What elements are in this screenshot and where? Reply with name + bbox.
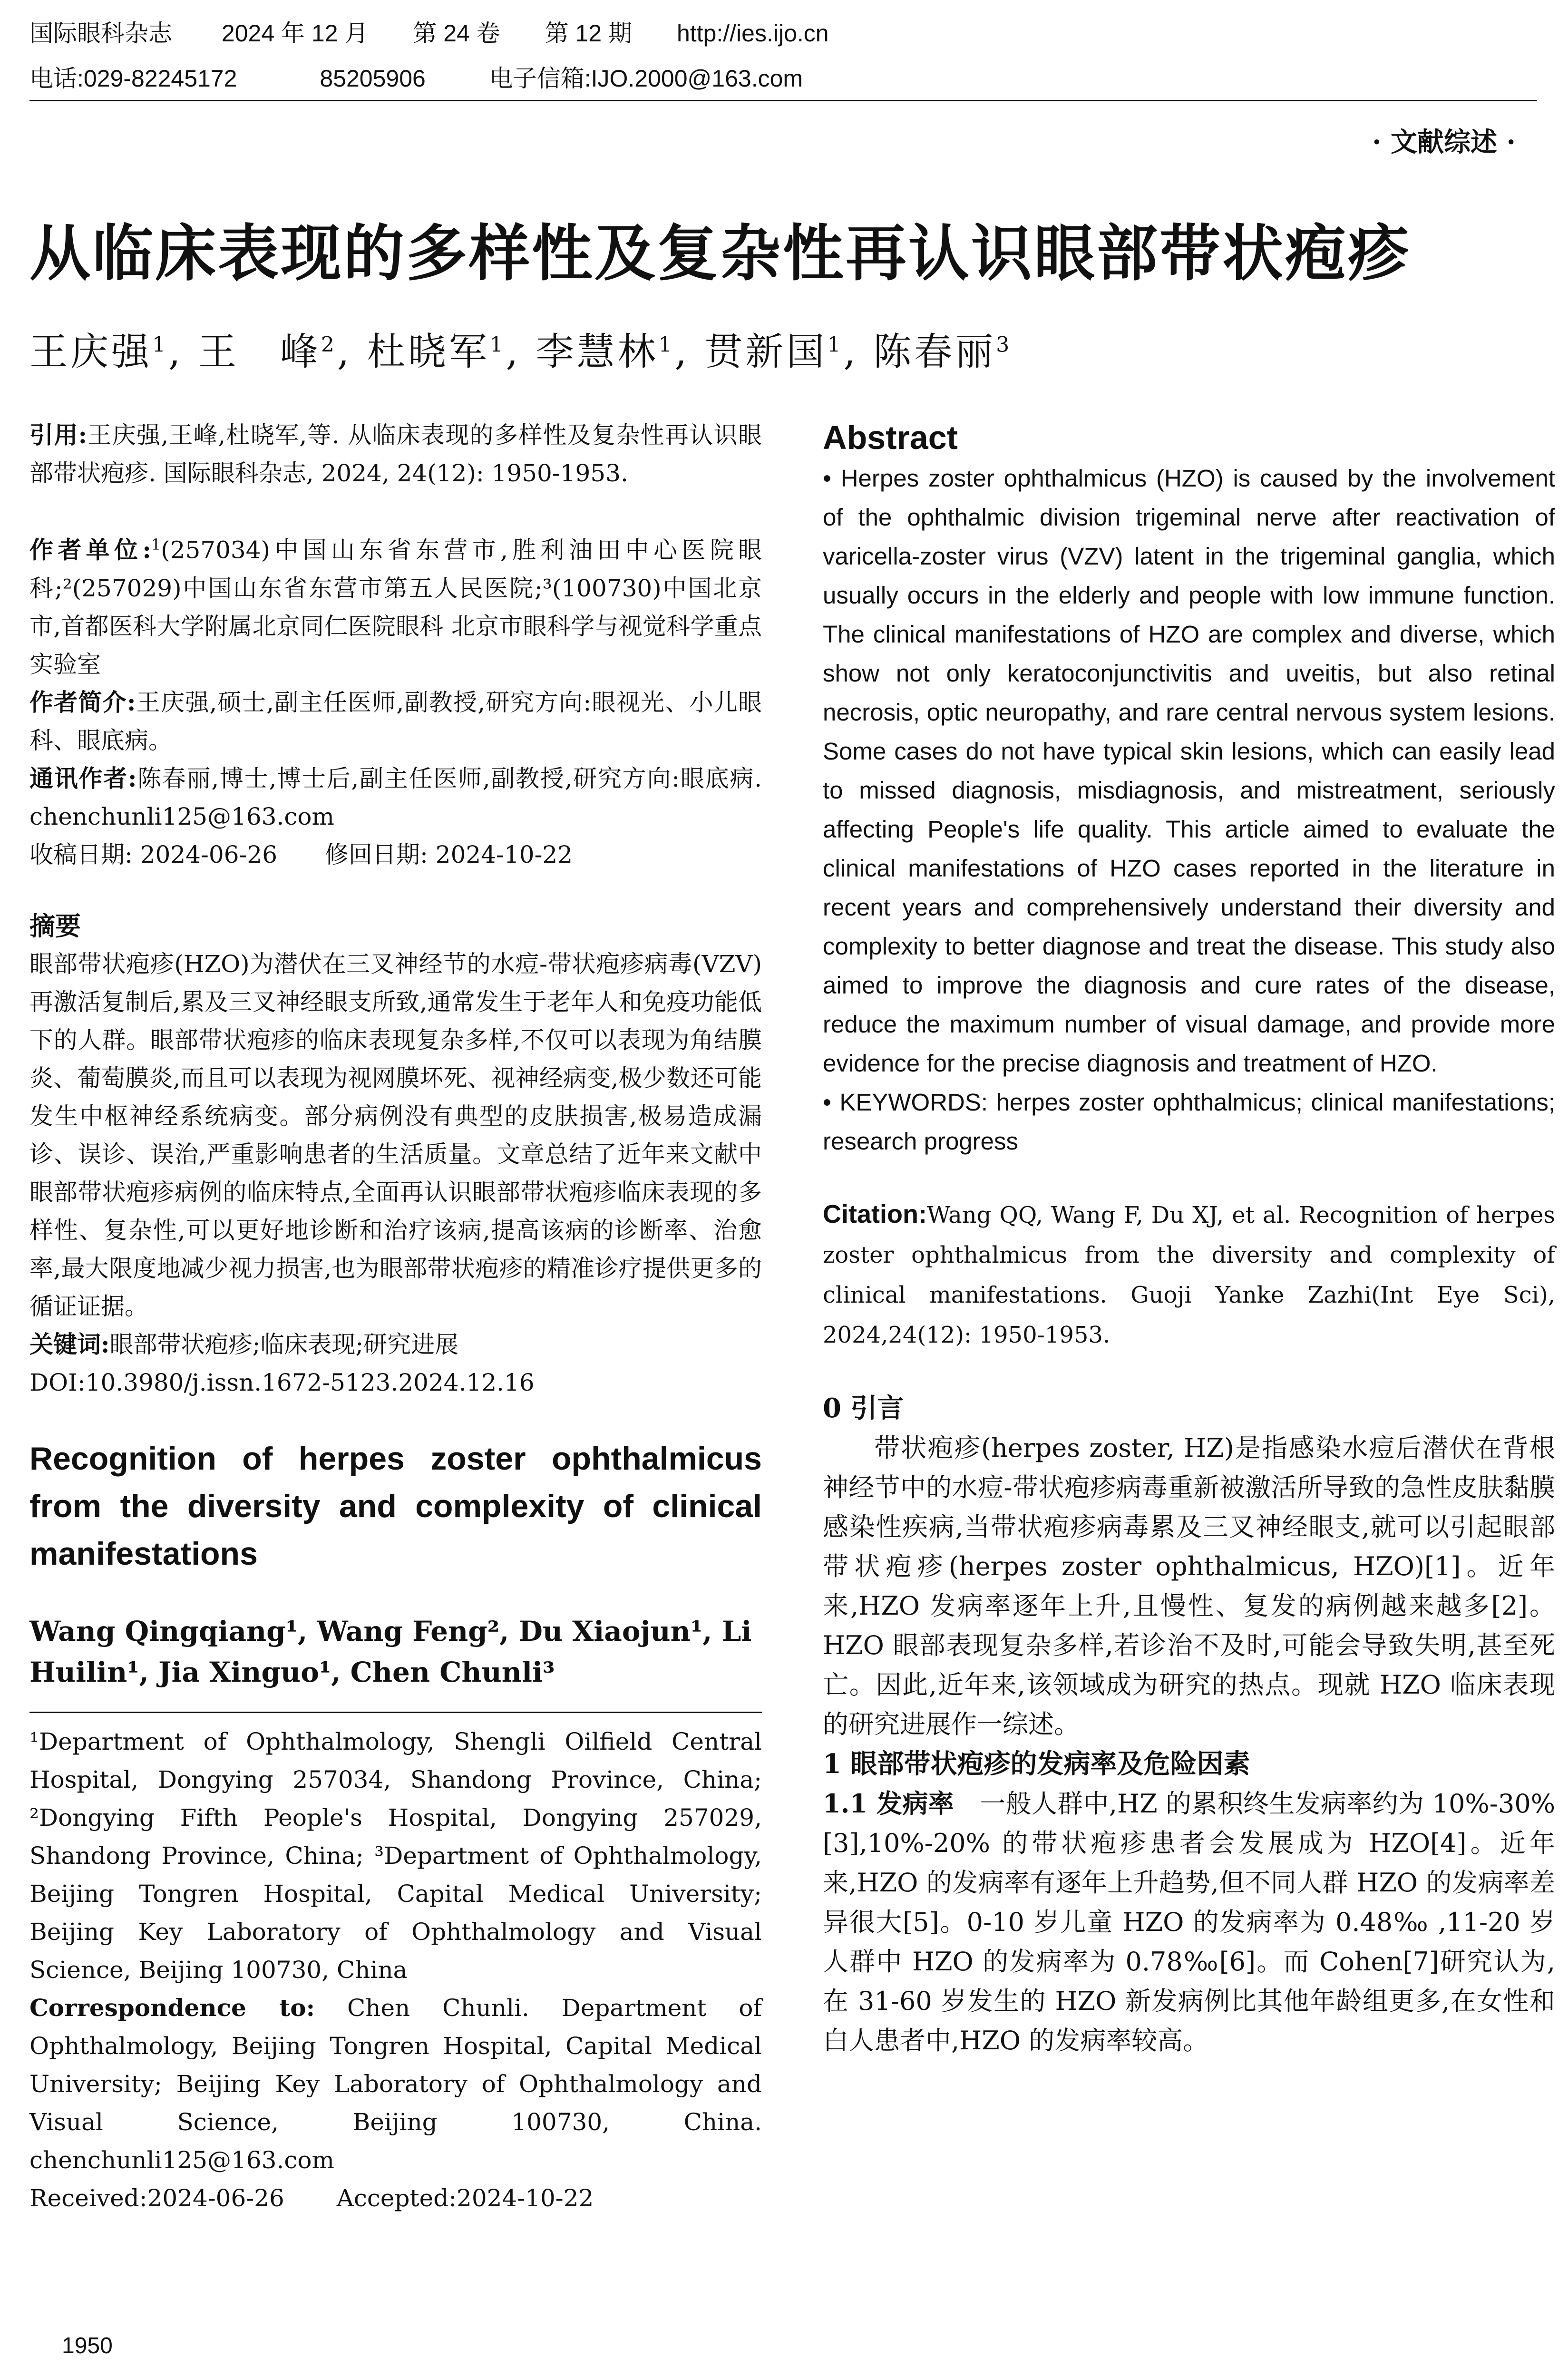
phone: 电话:029-82245172	[29, 65, 237, 92]
author: 王 峰	[198, 330, 321, 374]
keywords-en: • KEYWORDS: herpes zoster ophthalmicus; clinical manifestations; research progress	[823, 1089, 1555, 1155]
english-affiliations: ¹Department of Ophthalmology, Shengli Oilfield Central Hospital, Dongying 257034, Shandong Province, China; ²Dongying Fifth People's Hospital, Dongying 257029, Shandong Province, China; ³Department of Ophthalmology, Beijing Tongren Hospital, Capital Medical University; Beijing Key Laboratory of Ophthalmology and Visual Science, Beijing 100730, China	[29, 1727, 762, 1984]
section-0-heading: 0 引言	[823, 1393, 904, 1424]
author: 陈春丽	[873, 330, 996, 374]
abstract-cn: 眼部带状疱疹(HZO)为潜伏在三叉神经节的水痘-带状疱疹病毒(VZV)再激活复制后,累及三叉神经眼支所致,通常发生于老年人和免疫功能低下的人群。眼部带状疱疹的临床表现复杂多样,不仅可以表现为角结膜炎、葡萄膜炎,而且可以表现为视网膜坏死、视神经病变,极少数还可能发生中枢神经系统病变。部分病例没有典型的皮肤损害,极易造成漏诊、误诊、误治,严重影响患者的生活质量。文章总结了近年来文献中眼部带状疱疹病例的临床特点,全面再认识眼部带状疱疹临床表现的多样性、复杂性,可以更好地诊断和治疗该病,提高该病的诊断率、治愈率,最大限度地减少视力损害,也为眼部带状疱疹的精准诊疗提供更多的循证证据。	[29, 950, 762, 1320]
author-list: 王庆强$^1$, 王 峰$^2$, 杜晓军$^1$, 李慧林$^1$, 贯新国$^1$, 陈春丽$^3$	[29, 330, 1013, 374]
author-affiliations: 作者单位:$^1$(257034)中国山东省东营市,胜利油田中心医院眼科;²(257029)中国山东省东营市第五人民医院;³(100730)中国北京市,首都医科大学附属北京同仁医院眼科 北京市眼科学与视觉科学重点实验室	[29, 536, 762, 678]
journal-url[interactable]: http://ies.ijo.cn	[676, 20, 829, 47]
section-1-1-paragraph: 1.1 发病率 一般人群中,HZ 的累积终生发病率约为 10%-30%[3],10%-20% 的带状疱疹患者会发展成为 HZO[4]。近年来,HZO 的发病率有逐年上升趋势,但不同人群 HZO 的发病率差异很大[5]。0-10 岁儿童 HZO 的发病率为 0.48‰ ,11-20 岁人群中 HZO 的发病率为 0.78‰[6]。而 Cohen[7]研究认为,在 31-60 岁发生的 HZO 新发病例比其他年龄组更多,在女性和白人患者中,HZO 的发病率较高。	[823, 1788, 1555, 2056]
page-number: 1950	[62, 2333, 113, 2358]
issue: 第 12 期	[545, 20, 633, 47]
author: 王庆强	[29, 330, 152, 374]
english-dates: Received:2024-06-26 Accepted:2024-10-22	[29, 2184, 594, 2212]
header-rule	[29, 100, 1537, 101]
section-1-heading: 1 眼部带状疱疹的发病率及危险因素	[823, 1748, 1250, 1780]
running-header-line1	[29, 19, 829, 48]
doi[interactable]: DOI:10.3980/j.issn.1672-5123.2024.12.16	[29, 1368, 535, 1396]
author-bio: 作者简介:王庆强,硕士,副主任医师,副教授,研究方向:眼视光、小儿眼科、眼底病。	[29, 688, 762, 754]
author: 杜晓军	[367, 330, 490, 374]
intro-paragraph: 带状疱疹(herpes zoster, HZ)是指感染水痘后潜伏在背根神经节中的水痘-带状疱疹病毒重新被激活所导致的急性皮肤黏膜感染性疾病,当带状疱疹病毒累及三叉神经眼支,就可以引起眼部带状疱疹(herpes zoster ophthalmicus, HZO)[1]。近年来,HZO 发病率逐年上升,且慢性、复发的病例越来越多[2]。HZO 眼部表现复杂多样,若诊治不及时,可能会导致失明,甚至死亡。因此,近年来,该领域成为研究的热点。现就 HZO 临床表现的研究进展作一综述。	[823, 1433, 1555, 1739]
volume: 第 24 卷	[413, 20, 500, 47]
keywords-cn: 关键词:眼部带状疱疹;临床表现;研究进展	[29, 1330, 459, 1358]
abstract-heading-en: Abstract	[823, 419, 958, 456]
section-tag: · 文献综述 ·	[1372, 127, 1516, 158]
dates-cn: 收稿日期: 2024-06-26 修回日期: 2024-10-22	[29, 840, 573, 868]
running-header-line2	[29, 64, 803, 93]
abstract-en: • Herpes zoster ophthalmicus (HZO) is caused by the involvement of the ophthalmic division trigeminal nerve after reactivation of varicella-zoster virus (VZV) latent in the trigeminal ganglia, which usually occurs in the elderly and people with low immune function. The clinical manifestations of HZO are complex and diverse, which show not only keratoconjunctivitis and uveitis, but also retinal necrosis, optic neuropathy, and rare central nervous system lesions. Some cases do not have typical skin lesions, which can easily lead to missed diagnosis, misdiagnosis, and mistreatment, seriously affecting People's life quality. This article aimed to evaluate the clinical manifestations of HZO cases reported in the literature in recent years and comprehensively understand their diversity and complexity to better diagnose and treat the disease. This study also aimed to improve the diagnosis and cure rates of the disease, reduce the maximum number of visual damage, and provide more evidence for the precise diagnosis and treatment of HZO.	[823, 465, 1555, 1077]
english-correspondence: Correspondence to: Chen Chunli. Department of Ophthalmology, Beijing Tongren Hospital, Capital Medical University; Beijing Key Laboratory of Ophthalmology and Visual Science, Beijing 100730, China. chenchunli125@163.com	[29, 1993, 762, 2174]
author: 贯新国	[704, 330, 828, 374]
corresponding-author: 通讯作者:陈春丽,博士,博士后,副主任医师,副教授,研究方向:眼底病. chenchunli125@163.com	[29, 764, 762, 830]
citation-en: Citation:Wang QQ, Wang F, Du XJ, et al. Recognition of herpes zoster ophthalmicus from the diversity and complexity of clinical manifestations. Guoji Yanke Zazhi(Int Eye Sci), 2024,24(12): 1950-1953.	[823, 1200, 1555, 1348]
issue-date: 2024 年 12 月	[221, 20, 369, 47]
citation-cn: 引用:王庆强,王峰,杜晓军,等. 从临床表现的多样性及复杂性再认识眼部带状疱疹. 国际眼科杂志, 2024, 24(12): 1950-1953.	[29, 421, 762, 487]
journal-name: 国际眼科杂志	[29, 20, 172, 47]
right-column	[823, 416, 1555, 2060]
article-title: 从临床表现的多样性及复杂性再认识眼部带状疱疹	[29, 218, 1411, 289]
english-authors: Wang Qingqiang¹, Wang Feng², Du Xiaojun¹, Li Huilin¹, Jia Xinguo¹, Chen Chunli³	[29, 1615, 752, 1688]
author: 李慧林	[536, 330, 659, 374]
english-title: Recognition of herpes zoster ophthalmicus from the diversity and complexity of clinical manifestations	[29, 1440, 762, 1572]
abstract-heading-cn: 摘要	[29, 910, 81, 941]
email[interactable]: 电子信箱:IJO.2000@163.com	[489, 65, 803, 92]
left-column	[29, 416, 762, 2217]
phone-2: 85205906	[320, 65, 426, 92]
